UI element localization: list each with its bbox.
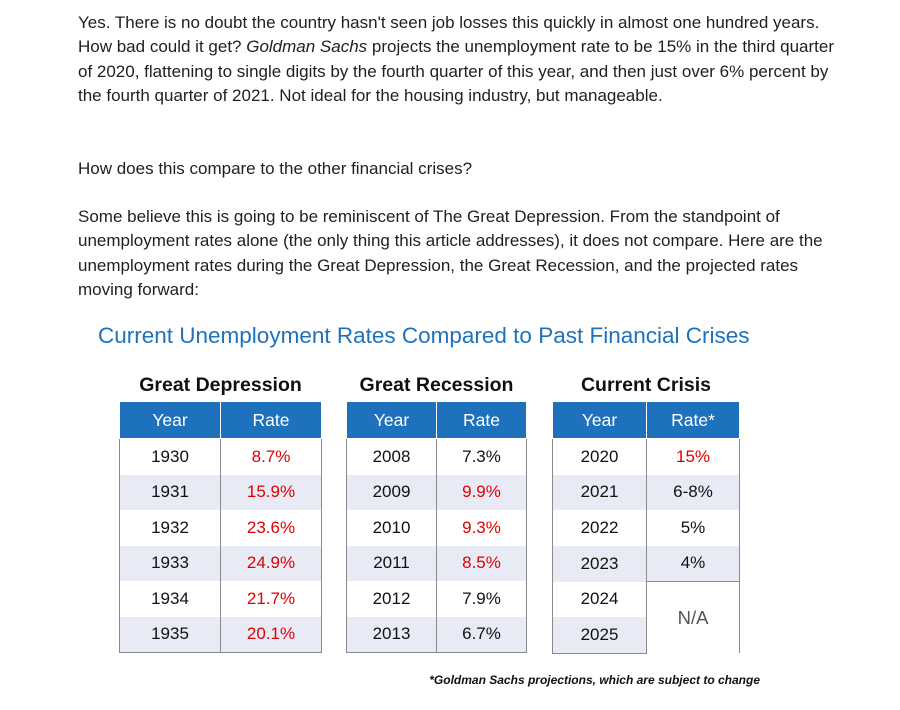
great-depression-block bbox=[119, 371, 322, 653]
projection-footnote: *Goldman Sachs projections, which are subject to change bbox=[429, 673, 760, 687]
year-cell: 1934 bbox=[120, 581, 221, 617]
year-cell: 2011 bbox=[347, 546, 437, 582]
table-row bbox=[347, 475, 527, 511]
intro-text-end: projects the unemployment rate to be 15% in the third quarter of 2020, flattening to single digits by the fourth quarter of this year, and then just over 6% percent by the fourth quarter of 2021. Not ideal for the housing industry, but manageable. bbox=[78, 37, 834, 106]
rate-cell: 6.7% bbox=[437, 617, 527, 653]
table-row bbox=[553, 546, 740, 582]
table-row bbox=[553, 439, 740, 475]
table-row bbox=[347, 439, 527, 475]
rate-cell: 6-8% bbox=[647, 475, 740, 511]
current-crisis-heading: Current Crisis bbox=[580, 374, 712, 396]
rate-column-header: Rate bbox=[221, 402, 322, 439]
table-row bbox=[120, 546, 322, 582]
table-row bbox=[553, 475, 740, 511]
year-cell: 2012 bbox=[347, 581, 437, 617]
unemployment-infographic bbox=[90, 320, 790, 700]
comparison-question: How does this compare to the other financial crises? bbox=[78, 159, 473, 178]
great-recession-heading: Great Recession bbox=[359, 374, 514, 396]
rate-cell: 7.9% bbox=[437, 581, 527, 617]
comparison-paragraph: Some believe this is going to be reminiscent of The Great Depression. From the standpoint of unemployment rates alone (the only thing this article addresses), it does not compare. Here are the unemployment rates during the Great Depression, the Great Recession, and the projected rates moving forward: bbox=[78, 207, 823, 300]
table-row bbox=[120, 475, 322, 511]
table-row bbox=[120, 617, 322, 653]
table-row bbox=[120, 510, 322, 546]
rate-column-header: Rate* bbox=[647, 402, 740, 439]
table-row bbox=[347, 581, 527, 617]
year-cell: 2023 bbox=[553, 546, 647, 582]
year-column-header: Year bbox=[120, 402, 221, 439]
year-cell: 2022 bbox=[553, 510, 647, 546]
infographic-title: Current Unemployment Rates Compared to Past Financial Crises bbox=[98, 323, 750, 348]
year-cell: 2024 bbox=[553, 582, 647, 618]
rate-cell: 23.6% bbox=[221, 510, 322, 546]
intro-paragraph bbox=[78, 11, 838, 109]
rate-column-header: Rate bbox=[437, 402, 527, 439]
year-cell: 1931 bbox=[120, 475, 221, 511]
rate-cell: 20.1% bbox=[221, 617, 322, 653]
year-cell: 2010 bbox=[347, 510, 437, 546]
table-row bbox=[347, 546, 527, 582]
rate-cell: 9.9% bbox=[437, 475, 527, 511]
goldman-sachs-emphasis: Goldman Sachs bbox=[246, 37, 368, 57]
great-recession-table bbox=[346, 401, 527, 653]
table-row bbox=[347, 510, 527, 546]
table-row bbox=[553, 510, 740, 546]
rate-cell: 7.3% bbox=[437, 439, 527, 475]
year-cell: 2020 bbox=[553, 439, 647, 475]
year-cell: 1932 bbox=[120, 510, 221, 546]
great-depression-table bbox=[119, 401, 322, 653]
rate-cell: 8.5% bbox=[437, 546, 527, 582]
rate-cell: 8.7% bbox=[221, 439, 322, 475]
rate-cell: 9.3% bbox=[437, 510, 527, 546]
year-cell: 2021 bbox=[553, 475, 647, 511]
table-row bbox=[120, 581, 322, 617]
year-column-header: Year bbox=[553, 402, 647, 439]
year-cell: 2009 bbox=[347, 475, 437, 511]
table-row bbox=[120, 439, 322, 475]
rate-cell: 4% bbox=[647, 546, 740, 582]
intro-text-start: Yes. There is no doubt the country hasn't seen job losses this quickly in almost one hundred years. How bad could it get? bbox=[78, 13, 820, 57]
great-depression-heading: Great Depression bbox=[139, 374, 302, 396]
rate-cell: 15.9% bbox=[221, 475, 322, 511]
year-cell: 1935 bbox=[120, 617, 221, 653]
great-recession-block bbox=[346, 371, 527, 653]
current-crisis-table bbox=[552, 401, 740, 654]
year-cell: 2008 bbox=[347, 439, 437, 475]
table-row bbox=[553, 582, 740, 618]
table-row bbox=[347, 617, 527, 653]
current-crisis-block bbox=[552, 371, 740, 654]
rate-cell: 15% bbox=[647, 439, 740, 475]
year-column-header: Year bbox=[347, 402, 437, 439]
rate-cell: 24.9% bbox=[221, 546, 322, 582]
rate-cell: 5% bbox=[647, 510, 740, 546]
rate-cell: 21.7% bbox=[221, 581, 322, 617]
not-available-cell: N/A bbox=[647, 582, 740, 654]
year-cell: 2013 bbox=[347, 617, 437, 653]
year-cell: 1933 bbox=[120, 546, 221, 582]
year-cell: 2025 bbox=[553, 617, 647, 653]
year-cell: 1930 bbox=[120, 439, 221, 475]
